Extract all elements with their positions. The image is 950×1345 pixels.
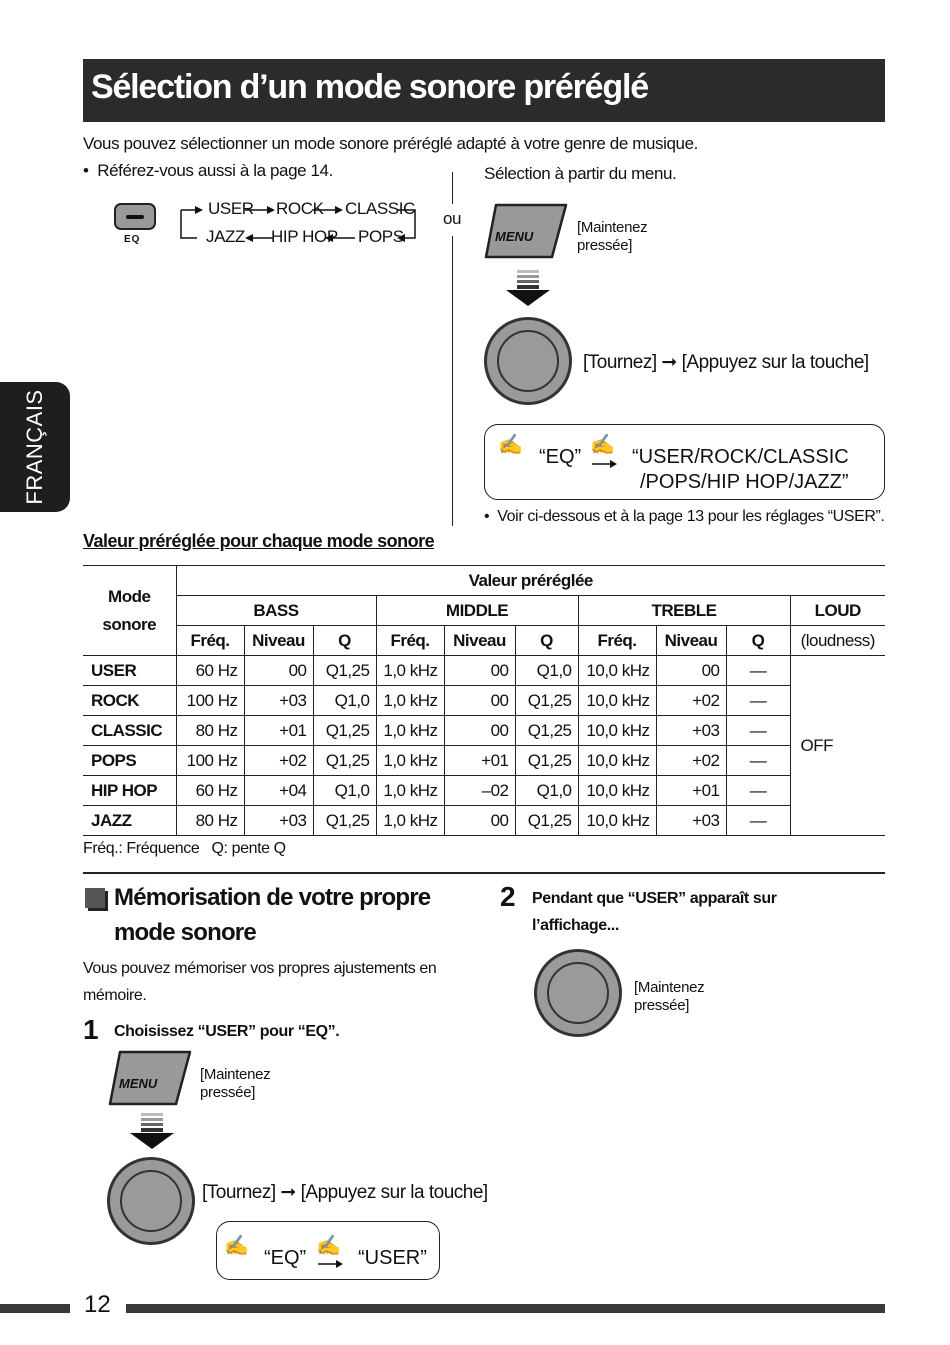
value-cell: +03	[244, 686, 313, 716]
table-row	[83, 806, 885, 836]
value-cell: —	[726, 746, 790, 776]
preset-header: Valeur préréglée	[176, 566, 885, 596]
sub-header: Niveau	[656, 626, 726, 656]
value-cell: 00	[444, 686, 515, 716]
memo-title-line2: mode sonore	[114, 919, 256, 946]
mode-header	[83, 566, 176, 656]
mode-cell: USER	[83, 656, 176, 686]
mode-header-line2: sonore	[102, 614, 157, 634]
group-bass: BASS	[176, 596, 376, 626]
value-cell: Q1,25	[313, 716, 376, 746]
value-cell: +03	[244, 806, 313, 836]
table-legend: Fréq.: Fréquence Q: pente Q	[83, 840, 286, 857]
value-cell: —	[726, 686, 790, 716]
memo-menu-key-label: MENU	[119, 1076, 158, 1091]
mode-cell: CLASSIC	[83, 716, 176, 746]
value-cell: 100 Hz	[176, 686, 244, 716]
table-row	[83, 776, 885, 806]
memo-intro-line2: mémoire.	[83, 987, 147, 1004]
preset-table	[83, 565, 885, 836]
value-cell: –02	[444, 776, 515, 806]
hand-dial-icon: ✍	[224, 1235, 249, 1257]
footer-bar-right	[126, 1304, 885, 1313]
value-cell: +02	[244, 746, 313, 776]
sub-header: Niveau	[444, 626, 515, 656]
value-cell: Q1,0	[313, 686, 376, 716]
value-cell: +02	[656, 746, 726, 776]
sub-header: Fréq.	[176, 626, 244, 656]
sub-header: Q	[726, 626, 790, 656]
value-cell: Q1,25	[515, 746, 578, 776]
hand-press-icon: ✍	[316, 1235, 341, 1257]
sub-header: Q	[515, 626, 578, 656]
step2-hold-line1: [Maintenez	[634, 979, 705, 996]
intro-text: Vous pouvez sélectionner un mode sonore préréglé adapté à votre genre de musique.	[83, 134, 698, 153]
arrow-right-icon	[592, 458, 618, 470]
arrow-right-icon	[318, 1258, 344, 1270]
group-middle: MIDDLE	[376, 596, 578, 626]
table-row	[83, 686, 885, 716]
value-cell: Q1,0	[515, 776, 578, 806]
menu-box-options-line1: “USER/ROCK/CLASSIC	[632, 446, 849, 468]
user-note: • Voir ci-dessous et à la page 13 pour les réglages “USER”.	[484, 508, 885, 525]
step2-hold-line2: pressée]	[634, 997, 690, 1014]
memo-turn-press: [Tournez] ➞ [Appuyez sur la touche]	[202, 1182, 488, 1203]
value-cell: +01	[444, 746, 515, 776]
value-cell: +03	[656, 716, 726, 746]
menu-box-eq: “EQ”	[539, 446, 582, 468]
value-cell: Q1,25	[515, 686, 578, 716]
value-cell: 80 Hz	[176, 716, 244, 746]
value-cell: 80 Hz	[176, 806, 244, 836]
hand-press-icon: ✍	[590, 434, 615, 456]
value-cell: Q1,25	[515, 716, 578, 746]
mode-cell: POPS	[83, 746, 176, 776]
value-cell: Q1,25	[313, 746, 376, 776]
section-square-icon	[85, 888, 105, 908]
menu-hold-line2: pressée]	[577, 237, 633, 254]
value-cell: 10,0 kHz	[578, 776, 656, 806]
sub-header: Niveau	[244, 626, 313, 656]
or-label: ou	[443, 209, 462, 228]
value-cell: +04	[244, 776, 313, 806]
value-cell: 10,0 kHz	[578, 806, 656, 836]
footer-bar-left	[0, 1304, 70, 1313]
menu-turn-press: [Tournez] ➞ [Appuyez sur la touche]	[583, 352, 869, 373]
value-cell: Q1,25	[313, 656, 376, 686]
value-cell: 10,0 kHz	[578, 656, 656, 686]
mode-cell: HIP HOP	[83, 776, 176, 806]
hand-dial-icon: ✍	[498, 434, 523, 456]
loud-header: LOUD	[790, 596, 885, 626]
value-cell: 1,0 kHz	[376, 776, 444, 806]
value-cell: Q1,0	[515, 656, 578, 686]
menu-heading: Sélection à partir du menu.	[484, 164, 677, 183]
sub-header: Fréq.	[376, 626, 444, 656]
table-heading: Valeur préréglée pour chaque mode sonore	[83, 531, 435, 551]
value-cell: 00	[444, 716, 515, 746]
value-cell: 10,0 kHz	[578, 686, 656, 716]
value-cell: 10,0 kHz	[578, 746, 656, 776]
menu-box-options-line2: /POPS/HIP HOP/JAZZ”	[640, 471, 849, 493]
menu-hold-line1: [Maintenez	[577, 219, 648, 236]
sub-header: Q	[313, 626, 376, 656]
loud-sub-header: (loudness)	[790, 626, 885, 656]
step1-text: Choisissez “USER” pour “EQ”.	[114, 1023, 340, 1040]
or-divider-top	[452, 172, 453, 204]
value-cell: 10,0 kHz	[578, 716, 656, 746]
bullet-ref: • Référez-vous aussi à la page 14.	[83, 161, 333, 180]
value-cell: 1,0 kHz	[376, 746, 444, 776]
loud-value-cell: OFF	[790, 656, 885, 836]
value-cell: 1,0 kHz	[376, 716, 444, 746]
mode-cell: JAZZ	[83, 806, 176, 836]
page-title-bar	[83, 59, 885, 122]
mode-header-line1: Mode	[108, 586, 151, 606]
section-divider	[83, 872, 885, 874]
value-cell: 60 Hz	[176, 656, 244, 686]
cycle-jazz: JAZZ	[206, 227, 246, 246]
value-cell: —	[726, 806, 790, 836]
value-cell: —	[726, 716, 790, 746]
value-cell: —	[726, 776, 790, 806]
page-title: Sélection d’un mode sonore préréglé	[91, 68, 648, 106]
value-cell: +01	[244, 716, 313, 746]
step2-number: 2	[500, 881, 516, 912]
mode-cell: ROCK	[83, 686, 176, 716]
memo-hold-line2: pressée]	[200, 1084, 256, 1101]
value-cell: +03	[656, 806, 726, 836]
control-dial-icon	[534, 949, 622, 1037]
memo-hold-line1: [Maintenez	[200, 1066, 271, 1083]
memo-title-line1: Mémorisation de votre propre	[114, 884, 431, 911]
memo-intro-line1: Vous pouvez mémoriser vos propres ajustements en	[83, 960, 437, 977]
table-row	[83, 656, 885, 686]
eq-button-label: EQ	[124, 234, 141, 245]
cycle-rock: ROCK	[276, 199, 324, 218]
value-cell: 60 Hz	[176, 776, 244, 806]
language-tab	[0, 382, 70, 512]
step2-line1: Pendant que “USER” apparaît sur	[532, 890, 777, 907]
value-cell: 1,0 kHz	[376, 686, 444, 716]
value-cell: 100 Hz	[176, 746, 244, 776]
table-row	[83, 746, 885, 776]
down-arrow-icon	[128, 1113, 176, 1151]
cycle-classic: CLASSIC	[345, 199, 415, 218]
value-cell: +01	[656, 776, 726, 806]
value-cell: Q1,25	[313, 806, 376, 836]
bullet-ref-text: Référez-vous aussi à la page 14.	[97, 161, 333, 180]
value-cell: Q1,25	[515, 806, 578, 836]
value-cell: —	[726, 656, 790, 686]
value-cell: +02	[656, 686, 726, 716]
cycle-pops: POPS	[358, 227, 404, 246]
step1-number: 1	[83, 1014, 99, 1045]
table-row	[83, 716, 885, 746]
cycle-hiphop: HIP HOP	[271, 227, 338, 246]
memo-box-user: “USER”	[358, 1247, 427, 1269]
down-arrow-icon	[504, 270, 552, 308]
sub-header: Fréq.	[578, 626, 656, 656]
menu-key-label: MENU	[495, 229, 534, 244]
step2-line2: l’affichage...	[532, 917, 619, 934]
eq-button-icon	[114, 203, 156, 230]
page-number: 12	[84, 1291, 111, 1318]
value-cell: 00	[444, 806, 515, 836]
user-note-text: Voir ci-dessous et à la page 13 pour les réglages “USER”.	[497, 508, 885, 525]
value-cell: Q1,0	[313, 776, 376, 806]
control-dial-icon	[107, 1157, 195, 1245]
value-cell: 00	[656, 656, 726, 686]
or-divider-bottom	[452, 236, 453, 526]
cycle-user: USER	[208, 199, 254, 218]
value-cell: 1,0 kHz	[376, 656, 444, 686]
group-treble: TREBLE	[578, 596, 790, 626]
language-tab-label: FRANÇAIS	[22, 389, 47, 505]
value-cell: 00	[444, 656, 515, 686]
memo-box-eq: “EQ”	[264, 1247, 307, 1269]
value-cell: 00	[244, 656, 313, 686]
value-cell: 1,0 kHz	[376, 806, 444, 836]
control-dial-icon	[484, 317, 572, 405]
